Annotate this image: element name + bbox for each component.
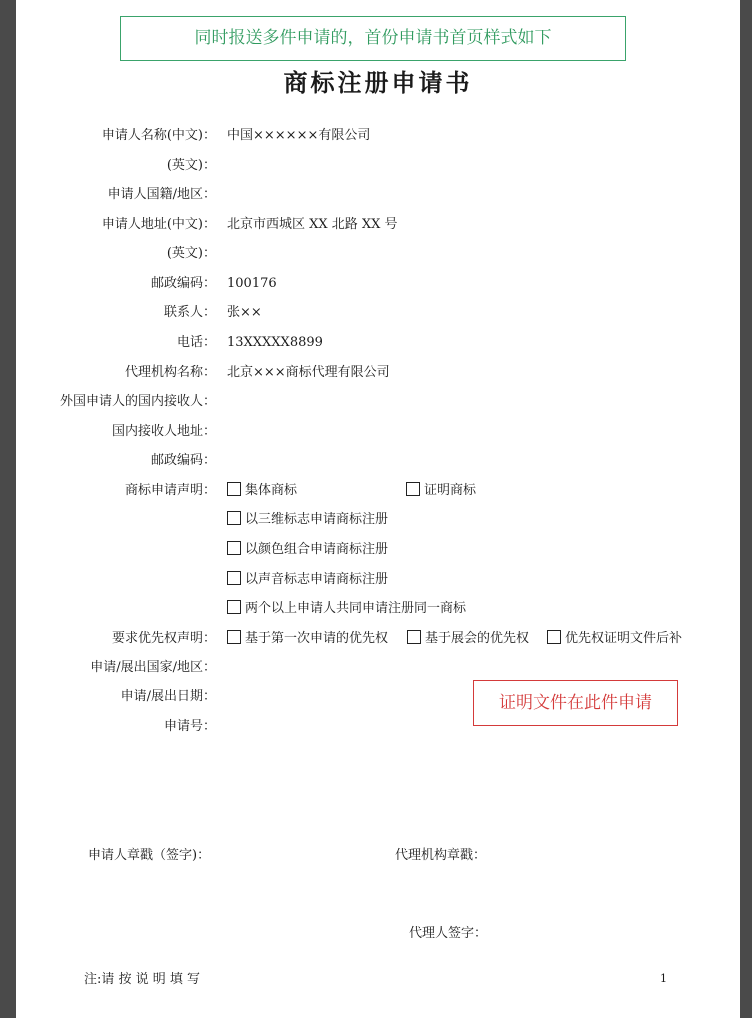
field-label: (英文)：: [166, 246, 216, 261]
field-label: 电话：: [176, 335, 216, 350]
field-label: 联系人：: [163, 305, 216, 320]
declaration-option[interactable]: 以三维标志申请商标注册: [227, 511, 388, 529]
document-page: [16, 0, 740, 1018]
priority-option[interactable]: 基于展会的优先权: [407, 630, 529, 648]
field-value: 张××: [227, 305, 262, 320]
agent-signature-label: 代理人签字：: [409, 926, 488, 941]
checkbox[interactable]: [547, 630, 561, 644]
field-value: 中国××××××有限公司: [227, 128, 371, 143]
agency-seal-label: 代理机构章戳：: [395, 848, 487, 863]
field-value: 北京市西城区 XX 北路 XX 号: [227, 217, 398, 232]
field-label: 申请/展出国家/地区：: [90, 660, 216, 675]
declaration-option[interactable]: 两个以上申请人共同申请注册同一商标: [227, 600, 466, 618]
declaration-label: 商标申请声明：: [124, 483, 216, 498]
declaration-option[interactable]: 证明商标: [406, 482, 476, 500]
declaration-option[interactable]: 以声音标志申请商标注册: [227, 571, 388, 589]
checkbox[interactable]: [227, 571, 241, 585]
footer-note: 注:请 按 说 明 填 写: [84, 972, 201, 987]
field-label: 代理机构名称：: [124, 365, 216, 380]
field-value: 100176: [227, 276, 277, 291]
priority-option[interactable]: 优先权证明文件后补: [547, 630, 682, 648]
field-label: 申请人地址(中文)：: [101, 217, 216, 232]
field-label: 申请号：: [163, 719, 216, 734]
priority-label: 要求优先权声明：: [111, 631, 216, 646]
field-label: 邮政编码：: [150, 276, 216, 291]
checkbox[interactable]: [227, 600, 241, 614]
field-label: 外国申请人的国内接收人：: [59, 394, 216, 409]
field-value: 13XXXXX8899: [227, 335, 323, 350]
field-value: 北京×××商标代理有限公司: [227, 365, 390, 380]
priority-option[interactable]: 基于第一次申请的优先权: [227, 630, 388, 648]
field-label: 申请人名称(中文)：: [101, 128, 216, 143]
field-label: 申请人国籍/地区：: [107, 187, 216, 202]
checkbox[interactable]: [227, 541, 241, 555]
field-label: 邮政编码：: [150, 453, 216, 468]
proof-document-note: 证明文件在此件申请: [473, 680, 678, 726]
document-title: 商标注册申请书: [283, 69, 473, 97]
field-label: 国内接收人地址：: [111, 424, 216, 439]
field-label: 申请/展出日期：: [120, 689, 216, 704]
applicant-seal-label: 申请人章戳（签字)：: [88, 848, 211, 863]
page-number: 1: [660, 972, 667, 985]
checkbox[interactable]: [407, 630, 421, 644]
field-label: (英文)：: [166, 158, 216, 173]
checkbox[interactable]: [406, 482, 420, 496]
multi-application-note: 同时报送多件申请的，首份申请书首页样式如下: [120, 16, 626, 61]
checkbox[interactable]: [227, 482, 241, 496]
declaration-option[interactable]: 以颜色组合申请商标注册: [227, 541, 388, 559]
checkbox[interactable]: [227, 630, 241, 644]
checkbox[interactable]: [227, 511, 241, 525]
declaration-option[interactable]: 集体商标: [227, 482, 297, 500]
